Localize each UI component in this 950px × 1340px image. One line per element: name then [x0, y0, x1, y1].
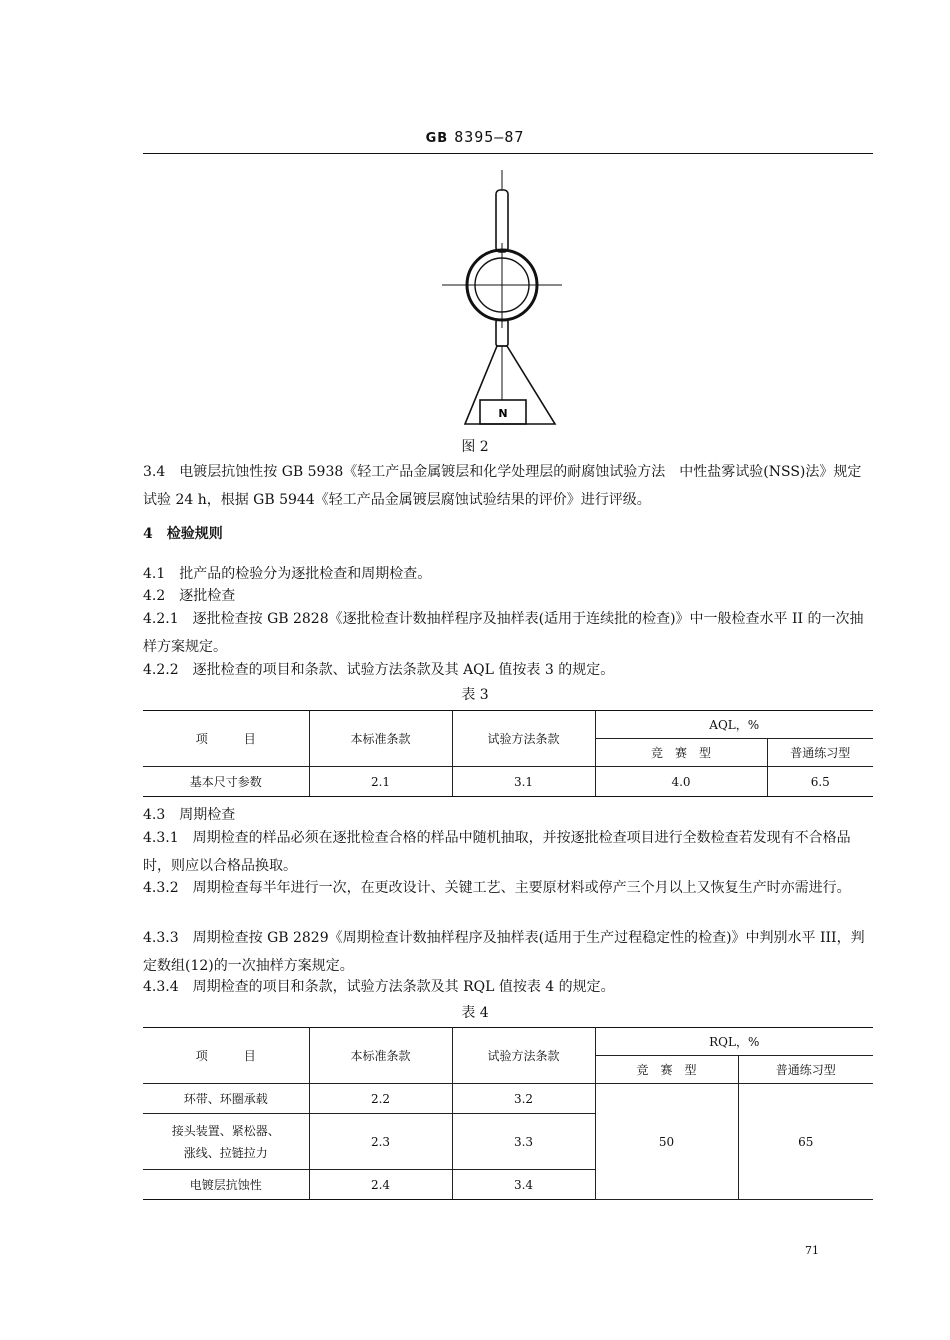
para-text: 逐批检查	[179, 588, 236, 604]
cell-method: 3.4	[452, 1170, 595, 1200]
header-competition: 竞 赛 型	[595, 739, 767, 767]
section-heading-4	[143, 520, 875, 548]
para-4-3-1	[143, 824, 875, 880]
para-num: 4.2.2	[143, 662, 179, 678]
table-3	[143, 710, 873, 797]
header-clause: 本标准条款	[309, 1028, 452, 1084]
page-header	[0, 128, 950, 146]
table-row	[143, 1084, 873, 1114]
header-rql: RQL，%	[595, 1028, 873, 1056]
header-practice: 普通练习型	[738, 1056, 873, 1084]
header-method: 试验方法条款	[452, 711, 595, 767]
cell-item: 基本尺寸参数	[143, 767, 309, 797]
para-4-3-3	[143, 924, 875, 980]
cell-clause: 2.4	[309, 1170, 452, 1200]
para-text: 周期检查每半年进行一次，在更改设计、关键工艺、主要原材料或停产三个月以上又恢复生产时亦需进行。	[192, 880, 851, 896]
table-3-title: 表 3	[461, 687, 489, 703]
para-3-4	[143, 458, 875, 514]
para-text: 逐批检查的项目和条款、试验方法条款及其 AQL 值按表 3 的规定。	[192, 662, 615, 678]
para-num: 4.3	[143, 807, 166, 823]
para-4-3-4	[143, 973, 875, 1001]
header-rule	[143, 153, 873, 154]
para-text: 周期检查按 GB 2829《周期检查计数抽样程序及抽样表(适用于生产过程稳定性的检查)》中判别水平 III，判定数组(12)的一次抽样方案规定。	[143, 930, 865, 974]
cell-method: 3.1	[452, 767, 595, 797]
heading-text: 检验规则	[166, 526, 223, 542]
para-num: 4.3.3	[143, 930, 179, 946]
page-number: 71	[805, 1244, 819, 1257]
table-row	[143, 767, 873, 797]
top-rod	[496, 190, 508, 252]
cell-item-line1: 接头装置、紧松器、	[171, 1123, 280, 1138]
para-num: 4.3.1	[143, 830, 179, 846]
para-text: 逐批检查按 GB 2828《逐批检查计数抽样程序及抽样表(适用于连续批的检查)》中一般检查水平 II 的一次抽样方案规定。	[143, 611, 864, 655]
para-4-2-1	[143, 605, 875, 661]
cell-item	[143, 1114, 309, 1170]
header-item: 项 目	[143, 711, 309, 767]
header-aql: AQL，%	[595, 711, 873, 739]
para-text: 周期检查的项目和条款，试验方法条款及其 RQL 值按表 4 的规定。	[192, 979, 615, 995]
para-text: 周期检查	[179, 807, 236, 823]
cell-item: 环带、环圈承载	[143, 1084, 309, 1114]
cell-competition: 4.0	[595, 767, 767, 797]
n-label: N	[498, 407, 508, 420]
header-number: 8395—87	[454, 128, 525, 146]
heading-num: 4	[143, 526, 153, 542]
header-code: GB	[425, 131, 449, 146]
para-num: 4.2.1	[143, 611, 179, 627]
cell-item-line2: 涨线、拉链拉力	[183, 1145, 268, 1160]
figure-2-diagram	[440, 168, 580, 434]
cell-method: 3.2	[452, 1084, 595, 1114]
cell-item: 电镀层抗蚀性	[143, 1170, 309, 1200]
para-num: 4.1	[143, 566, 166, 582]
cell-competition-merged: 50	[595, 1084, 738, 1200]
cell-clause: 2.1	[309, 767, 452, 797]
para-num: 4.2	[143, 588, 166, 604]
cell-clause: 2.3	[309, 1114, 452, 1170]
header-competition: 竞 赛 型	[595, 1056, 738, 1084]
header-method: 试验方法条款	[452, 1028, 595, 1084]
para-text: 批产品的检验分为逐批检查和周期检查。	[179, 566, 432, 582]
header-practice: 普通练习型	[767, 739, 873, 767]
para-4-2-2	[143, 656, 875, 684]
para-text: 电镀层抗蚀性按 GB 5938《轻工产品金属镀层和化学处理层的耐腐蚀试验方法 中性盐雾试验(NSS)法》规定试验 24 h，根据 GB 5944《轻工产品金属镀层腐蚀试验结果的评价》进行评级。	[143, 464, 862, 508]
para-4-3-2	[143, 874, 875, 902]
para-num: 4.3.4	[143, 979, 179, 995]
header-clause: 本标准条款	[309, 711, 452, 767]
cell-clause: 2.2	[309, 1084, 452, 1114]
cell-practice-merged: 65	[738, 1084, 873, 1200]
table-4	[143, 1027, 873, 1200]
para-num: 3.4	[143, 464, 166, 480]
cell-practice: 6.5	[767, 767, 873, 797]
cell-method: 3.3	[452, 1114, 595, 1170]
header-item: 项 目	[143, 1028, 309, 1084]
para-num: 4.3.2	[143, 880, 179, 896]
table-4-title: 表 4	[461, 1005, 489, 1021]
para-text: 周期检查的样品必须在逐批检查合格的样品中随机抽取，并按逐批检查项目进行全数检查若发现有不合格品时，则应以合格品换取。	[143, 830, 851, 874]
figure-caption: 图 2	[461, 439, 489, 455]
